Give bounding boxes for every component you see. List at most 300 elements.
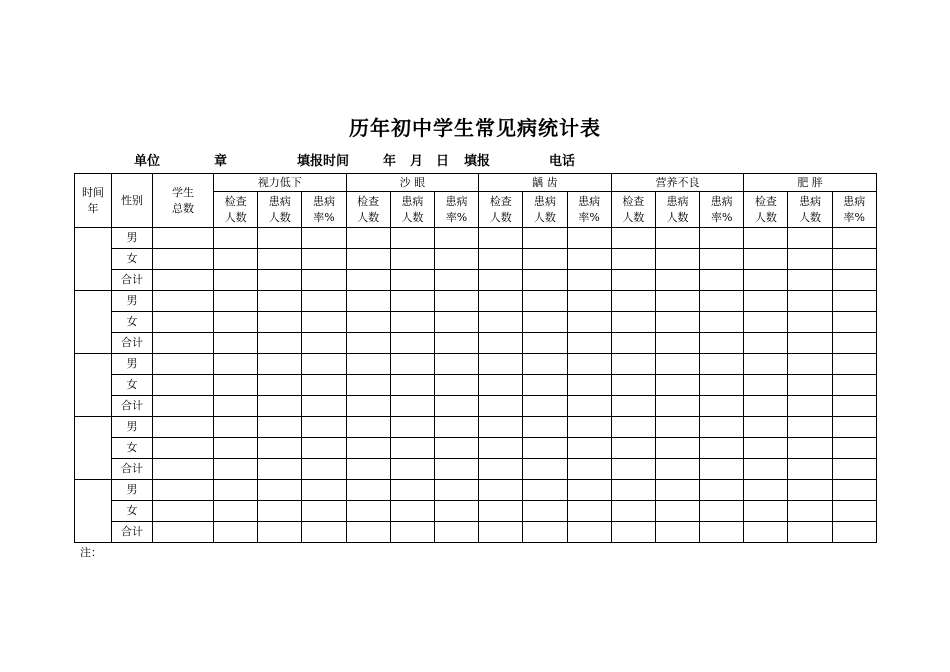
data-cell[interactable] (611, 333, 655, 354)
data-cell[interactable] (611, 522, 655, 543)
day-label: 日 (436, 154, 450, 169)
data-cell[interactable] (479, 270, 523, 291)
data-cell[interactable] (346, 375, 390, 396)
data-cell[interactable] (214, 459, 258, 480)
sub-header (832, 192, 876, 228)
data-cell[interactable] (567, 375, 611, 396)
data-cell[interactable] (346, 522, 390, 543)
data-cell[interactable] (788, 480, 832, 501)
data-cell[interactable] (788, 375, 832, 396)
data-cell[interactable] (346, 459, 390, 480)
student-total-cell[interactable] (153, 459, 214, 480)
data-cell[interactable] (479, 333, 523, 354)
data-cell[interactable] (479, 312, 523, 333)
data-cell[interactable] (744, 459, 788, 480)
data-cell[interactable] (434, 333, 478, 354)
gender-cell: 男 (112, 417, 153, 438)
data-cell[interactable] (214, 522, 258, 543)
header-line-text: 人数 (357, 210, 380, 224)
data-cell[interactable] (390, 417, 434, 438)
data-cell[interactable] (346, 291, 390, 312)
data-cell[interactable] (258, 501, 302, 522)
table-row (75, 417, 877, 438)
data-cell[interactable] (832, 354, 876, 375)
note-label: 注： (80, 546, 102, 559)
data-cell[interactable] (214, 480, 258, 501)
data-cell[interactable] (390, 396, 434, 417)
disease-header: 肥 胖 (744, 174, 877, 192)
data-cell[interactable] (788, 438, 832, 459)
data-cell[interactable] (788, 417, 832, 438)
data-cell[interactable] (479, 354, 523, 375)
sub-header (302, 192, 346, 228)
data-cell[interactable] (832, 249, 876, 270)
data-cell[interactable] (744, 480, 788, 501)
data-cell[interactable] (567, 417, 611, 438)
data-cell[interactable] (700, 501, 744, 522)
data-cell[interactable] (523, 501, 567, 522)
data-cell[interactable] (434, 459, 478, 480)
data-cell[interactable] (479, 291, 523, 312)
data-cell[interactable] (390, 522, 434, 543)
table-row (75, 459, 877, 480)
data-cell[interactable] (788, 459, 832, 480)
year-cell[interactable] (75, 291, 112, 354)
data-cell[interactable] (744, 270, 788, 291)
data-cell[interactable] (479, 417, 523, 438)
sub-header (346, 192, 390, 228)
header-line-text: 率% (313, 210, 335, 224)
data-cell[interactable] (302, 333, 346, 354)
data-cell[interactable] (434, 480, 478, 501)
data-cell[interactable] (214, 249, 258, 270)
data-cell[interactable] (744, 312, 788, 333)
data-cell[interactable] (700, 438, 744, 459)
data-cell[interactable] (700, 312, 744, 333)
disease-header: 营养不良 (611, 174, 744, 192)
data-cell[interactable] (302, 438, 346, 459)
data-cell[interactable] (302, 228, 346, 249)
header-line-text: 人数 (622, 210, 645, 224)
data-cell[interactable] (434, 438, 478, 459)
student-total-cell[interactable] (153, 270, 214, 291)
header-line-text: 人数 (401, 210, 424, 224)
data-cell[interactable] (479, 501, 523, 522)
data-cell[interactable] (655, 228, 699, 249)
data-cell[interactable] (611, 459, 655, 480)
data-cell[interactable] (744, 291, 788, 312)
data-cell[interactable] (655, 417, 699, 438)
data-cell[interactable] (655, 375, 699, 396)
data-cell[interactable] (346, 396, 390, 417)
data-cell[interactable] (390, 312, 434, 333)
table-row (75, 396, 877, 417)
header-line-text: 人数 (799, 210, 822, 224)
table-row (75, 228, 877, 249)
data-cell[interactable] (700, 228, 744, 249)
data-cell[interactable] (346, 501, 390, 522)
table-row (75, 249, 877, 270)
data-cell[interactable] (302, 312, 346, 333)
data-cell[interactable] (611, 396, 655, 417)
data-cell[interactable] (390, 291, 434, 312)
data-cell[interactable] (434, 354, 478, 375)
data-cell[interactable] (567, 501, 611, 522)
data-cell[interactable] (832, 501, 876, 522)
gender-cell: 男 (112, 480, 153, 501)
data-cell[interactable] (567, 228, 611, 249)
data-cell[interactable] (258, 270, 302, 291)
data-cell[interactable] (744, 438, 788, 459)
data-cell[interactable] (700, 249, 744, 270)
data-cell[interactable] (832, 522, 876, 543)
student-total-cell[interactable] (153, 438, 214, 459)
data-cell[interactable] (258, 333, 302, 354)
year-cell[interactable] (75, 417, 112, 480)
data-cell[interactable] (523, 522, 567, 543)
data-cell[interactable] (744, 522, 788, 543)
data-cell[interactable] (832, 396, 876, 417)
data-cell[interactable] (390, 501, 434, 522)
data-cell[interactable] (346, 249, 390, 270)
data-cell[interactable] (832, 438, 876, 459)
data-cell[interactable] (523, 375, 567, 396)
data-cell[interactable] (214, 333, 258, 354)
data-cell[interactable] (611, 249, 655, 270)
data-cell[interactable] (434, 396, 478, 417)
data-cell[interactable] (302, 375, 346, 396)
data-cell[interactable] (434, 291, 478, 312)
header-line-text: 患病 (799, 194, 822, 208)
data-cell[interactable] (700, 459, 744, 480)
table-row (75, 522, 877, 543)
data-cell[interactable] (655, 354, 699, 375)
header-line-text: 总数 (172, 201, 194, 215)
data-cell[interactable] (700, 480, 744, 501)
student-total-header (153, 174, 214, 228)
phone-label: 电话 (549, 154, 576, 169)
table-row (75, 375, 877, 396)
student-total-cell[interactable] (153, 501, 214, 522)
sub-header (744, 192, 788, 228)
data-cell[interactable] (655, 501, 699, 522)
header-line-text: 检查 (357, 194, 380, 208)
year-cell[interactable] (75, 354, 112, 417)
data-cell[interactable] (611, 417, 655, 438)
student-total-cell[interactable] (153, 375, 214, 396)
data-cell[interactable] (479, 249, 523, 270)
data-cell[interactable] (567, 459, 611, 480)
data-cell[interactable] (302, 459, 346, 480)
data-cell[interactable] (744, 501, 788, 522)
sub-header (655, 192, 699, 228)
data-cell[interactable] (302, 501, 346, 522)
student-total-cell[interactable] (153, 417, 214, 438)
data-cell[interactable] (788, 354, 832, 375)
table-row (75, 333, 877, 354)
data-cell[interactable] (214, 396, 258, 417)
student-total-cell[interactable] (153, 522, 214, 543)
data-cell[interactable] (567, 522, 611, 543)
data-cell[interactable] (744, 228, 788, 249)
data-cell[interactable] (214, 291, 258, 312)
data-cell[interactable] (744, 333, 788, 354)
data-cell[interactable] (523, 312, 567, 333)
data-cell[interactable] (611, 375, 655, 396)
page-title: 历年初中学生常见病统计表 (349, 116, 601, 140)
student-total-cell[interactable] (153, 354, 214, 375)
data-cell[interactable] (258, 228, 302, 249)
data-cell[interactable] (479, 396, 523, 417)
sub-header (611, 192, 655, 228)
data-cell[interactable] (479, 375, 523, 396)
sub-header (390, 192, 434, 228)
data-cell[interactable] (434, 501, 478, 522)
data-cell[interactable] (655, 396, 699, 417)
data-cell[interactable] (700, 396, 744, 417)
data-cell[interactable] (655, 333, 699, 354)
data-cell[interactable] (832, 228, 876, 249)
data-cell[interactable] (214, 354, 258, 375)
data-cell[interactable] (214, 228, 258, 249)
data-cell[interactable] (434, 270, 478, 291)
data-cell[interactable] (611, 270, 655, 291)
data-cell[interactable] (788, 249, 832, 270)
data-cell[interactable] (788, 396, 832, 417)
header-line-text: 时间 (82, 185, 104, 199)
data-cell[interactable] (258, 291, 302, 312)
data-cell[interactable] (302, 270, 346, 291)
header-line-text: 患病 (401, 194, 424, 208)
data-cell[interactable] (434, 417, 478, 438)
data-cell[interactable] (258, 480, 302, 501)
data-cell[interactable] (611, 312, 655, 333)
data-cell[interactable] (523, 249, 567, 270)
data-cell[interactable] (258, 522, 302, 543)
data-cell[interactable] (788, 291, 832, 312)
data-cell[interactable] (434, 228, 478, 249)
data-cell[interactable] (788, 228, 832, 249)
student-total-cell[interactable] (153, 249, 214, 270)
data-cell[interactable] (832, 333, 876, 354)
data-cell[interactable] (390, 375, 434, 396)
data-cell[interactable] (567, 270, 611, 291)
disease-header: 沙 眼 (346, 174, 479, 192)
data-cell[interactable] (567, 354, 611, 375)
data-cell[interactable] (390, 459, 434, 480)
data-cell[interactable] (611, 501, 655, 522)
table-row (75, 480, 877, 501)
sub-header (479, 192, 523, 228)
data-cell[interactable] (788, 333, 832, 354)
year-cell[interactable] (75, 228, 112, 291)
data-cell[interactable] (700, 522, 744, 543)
data-cell[interactable] (346, 354, 390, 375)
data-cell[interactable] (700, 417, 744, 438)
data-cell[interactable] (611, 291, 655, 312)
data-cell[interactable] (744, 396, 788, 417)
data-cell[interactable] (346, 480, 390, 501)
data-cell[interactable] (655, 270, 699, 291)
data-cell[interactable] (611, 354, 655, 375)
data-cell[interactable] (214, 417, 258, 438)
data-cell[interactable] (258, 438, 302, 459)
header-line-text: 人数 (224, 210, 247, 224)
student-total-cell[interactable] (153, 228, 214, 249)
data-cell[interactable] (567, 249, 611, 270)
data-cell[interactable] (390, 333, 434, 354)
data-cell[interactable] (523, 480, 567, 501)
sub-header (434, 192, 478, 228)
data-cell[interactable] (302, 522, 346, 543)
data-cell[interactable] (832, 480, 876, 501)
data-cell[interactable] (700, 270, 744, 291)
gender-cell: 男 (112, 291, 153, 312)
data-cell[interactable] (214, 270, 258, 291)
student-total-cell[interactable] (153, 291, 214, 312)
data-cell[interactable] (744, 375, 788, 396)
data-cell[interactable] (434, 375, 478, 396)
header-line-text: 患病 (445, 194, 468, 208)
header-line-text: 患病 (533, 194, 556, 208)
data-cell[interactable] (390, 480, 434, 501)
data-cell[interactable] (346, 228, 390, 249)
table-row (75, 270, 877, 291)
data-cell[interactable] (214, 312, 258, 333)
data-cell[interactable] (744, 249, 788, 270)
data-cell[interactable] (567, 333, 611, 354)
data-cell[interactable] (390, 270, 434, 291)
data-cell[interactable] (523, 333, 567, 354)
data-cell[interactable] (523, 291, 567, 312)
data-cell[interactable] (523, 417, 567, 438)
data-cell[interactable] (788, 270, 832, 291)
data-cell[interactable] (390, 228, 434, 249)
sub-header (567, 192, 611, 228)
header-line-text: 患病 (666, 194, 689, 208)
data-cell[interactable] (258, 249, 302, 270)
data-cell[interactable] (258, 396, 302, 417)
data-cell[interactable] (214, 375, 258, 396)
data-cell[interactable] (214, 501, 258, 522)
data-cell[interactable] (346, 270, 390, 291)
data-cell[interactable] (788, 501, 832, 522)
student-total-cell[interactable] (153, 312, 214, 333)
disease-header: 龋 齿 (479, 174, 612, 192)
data-cell[interactable] (567, 480, 611, 501)
header-line-text: 人数 (489, 210, 512, 224)
data-cell[interactable] (655, 312, 699, 333)
sub-header (214, 192, 258, 228)
data-cell[interactable] (832, 312, 876, 333)
data-cell[interactable] (832, 270, 876, 291)
data-cell[interactable] (567, 312, 611, 333)
gender-cell: 男 (112, 228, 153, 249)
data-cell[interactable] (832, 417, 876, 438)
data-cell[interactable] (214, 438, 258, 459)
data-cell[interactable] (434, 522, 478, 543)
data-cell[interactable] (390, 249, 434, 270)
data-cell[interactable] (700, 375, 744, 396)
data-cell[interactable] (302, 417, 346, 438)
data-cell[interactable] (346, 333, 390, 354)
data-cell[interactable] (302, 291, 346, 312)
data-cell[interactable] (346, 312, 390, 333)
data-cell[interactable] (832, 291, 876, 312)
data-cell[interactable] (567, 291, 611, 312)
data-cell[interactable] (434, 249, 478, 270)
data-cell[interactable] (390, 354, 434, 375)
header-line-text: 人数 (754, 210, 777, 224)
data-cell[interactable] (479, 522, 523, 543)
data-cell[interactable] (523, 459, 567, 480)
data-cell[interactable] (258, 417, 302, 438)
data-cell[interactable] (258, 354, 302, 375)
data-cell[interactable] (655, 438, 699, 459)
data-cell[interactable] (346, 417, 390, 438)
data-cell[interactable] (479, 480, 523, 501)
data-cell[interactable] (788, 522, 832, 543)
data-cell[interactable] (258, 459, 302, 480)
data-cell[interactable] (788, 312, 832, 333)
data-cell[interactable] (655, 249, 699, 270)
data-cell[interactable] (479, 438, 523, 459)
data-cell[interactable] (479, 228, 523, 249)
data-cell[interactable] (302, 396, 346, 417)
data-cell[interactable] (832, 459, 876, 480)
data-cell[interactable] (744, 354, 788, 375)
data-cell[interactable] (302, 354, 346, 375)
gender-header: 性别 (112, 174, 153, 228)
data-cell[interactable] (346, 438, 390, 459)
data-cell[interactable] (523, 438, 567, 459)
data-cell[interactable] (258, 375, 302, 396)
header-line-text: 检查 (622, 194, 645, 208)
data-cell[interactable] (523, 396, 567, 417)
year-cell[interactable] (75, 480, 112, 543)
data-cell[interactable] (567, 396, 611, 417)
data-cell[interactable] (523, 270, 567, 291)
data-cell[interactable] (567, 438, 611, 459)
data-cell[interactable] (258, 312, 302, 333)
data-cell[interactable] (655, 291, 699, 312)
student-total-cell[interactable] (153, 480, 214, 501)
data-cell[interactable] (611, 228, 655, 249)
data-cell[interactable] (700, 333, 744, 354)
data-cell[interactable] (479, 459, 523, 480)
table-row (75, 501, 877, 522)
data-cell[interactable] (611, 438, 655, 459)
data-cell[interactable] (655, 522, 699, 543)
data-cell[interactable] (655, 459, 699, 480)
data-cell[interactable] (302, 480, 346, 501)
data-cell[interactable] (523, 354, 567, 375)
data-cell[interactable] (523, 228, 567, 249)
data-cell[interactable] (700, 291, 744, 312)
data-cell[interactable] (611, 480, 655, 501)
data-cell[interactable] (832, 375, 876, 396)
data-cell[interactable] (744, 417, 788, 438)
data-cell[interactable] (434, 312, 478, 333)
data-cell[interactable] (700, 354, 744, 375)
data-cell[interactable] (390, 438, 434, 459)
student-total-cell[interactable] (153, 396, 214, 417)
student-total-cell[interactable] (153, 333, 214, 354)
data-cell[interactable] (655, 480, 699, 501)
disease-header: 视力低下 (214, 174, 347, 192)
header-line-text: 人数 (533, 210, 556, 224)
data-cell[interactable] (302, 249, 346, 270)
